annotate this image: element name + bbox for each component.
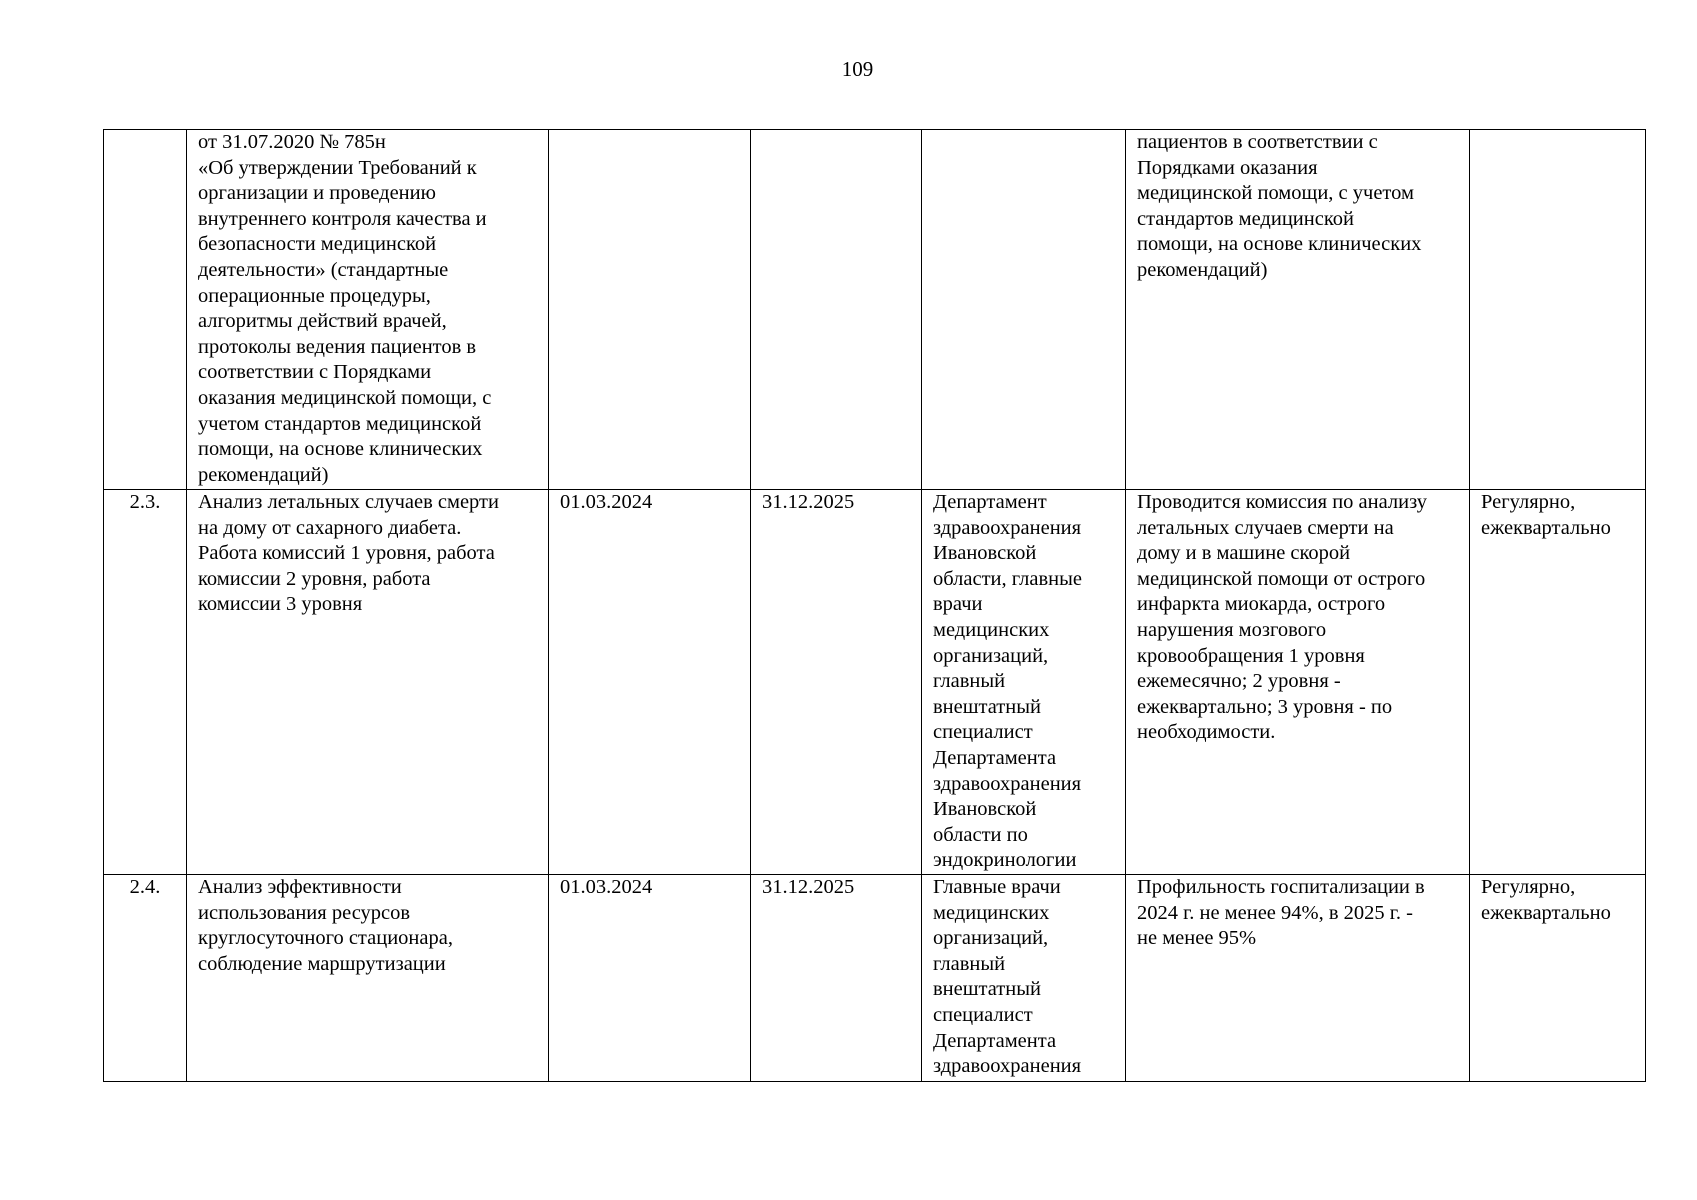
- cell-text-line: Работа комиссий 1 уровня, работа: [198, 542, 495, 565]
- cell-result: [1126, 130, 1470, 490]
- cell-text-line: соблюдение маршрутизации: [198, 952, 446, 975]
- cell-responsible: [922, 490, 1126, 875]
- cell-event: [187, 490, 549, 875]
- cell-number: 2.3.: [104, 490, 187, 875]
- cell-text-line: Анализ летальных случаев смерти: [198, 491, 499, 513]
- cell-text-line: использования ресурсов: [198, 901, 411, 924]
- cell-start-date: 01.03.2024: [549, 490, 751, 875]
- cell-text-line: здравоохранения: [933, 516, 1082, 539]
- cell-text-line: необходимости.: [1137, 721, 1276, 744]
- cell-text-line: летальных случаев смерти на: [1137, 516, 1394, 539]
- cell-text-line: Профильность госпитализации в: [1137, 876, 1425, 898]
- cell-text-line: рекомендаций): [1137, 258, 1268, 281]
- cell-text-line: Департамента: [933, 746, 1057, 769]
- cell-text-line: Департамента: [933, 1029, 1057, 1052]
- cell-text-line: кровообращения 1 уровня: [1137, 644, 1365, 667]
- cell-text-line: области по: [933, 823, 1028, 846]
- cell-text-line: оказания медицинской помощи, с: [198, 386, 492, 409]
- cell-text-line: Порядками оказания: [1137, 156, 1318, 179]
- cell-text-line: Регулярно,: [1481, 876, 1576, 898]
- cell-text-line: комиссии 2 уровня, работа: [198, 567, 431, 590]
- cell-text-line: на дому от сахарного диабета.: [198, 516, 462, 539]
- cell-text-line: 2024 г. не менее 94%, в 2025 г. -: [1137, 901, 1413, 924]
- cell-text-line: внутреннего контроля качества и: [198, 207, 487, 230]
- cell-number: [104, 130, 187, 490]
- cell-text-line: дому и в машине скорой: [1137, 542, 1351, 565]
- cell-event: [187, 875, 549, 1082]
- cell-end-date: 31.12.2025: [751, 875, 922, 1082]
- cell-text-line: ежеквартально; 3 уровня - по: [1137, 695, 1393, 718]
- cell-text-line: Ивановской: [933, 798, 1037, 821]
- cell-result: [1126, 490, 1470, 875]
- cell-text-line: пациентов в соответствии с: [1137, 131, 1378, 153]
- cell-text-line: ежеквартально: [1481, 516, 1611, 539]
- cell-text-line: Регулярно,: [1481, 491, 1576, 513]
- cell-text-line: соответствии с Порядками: [198, 361, 432, 384]
- cell-text-line: безопасности медицинской: [198, 233, 437, 256]
- cell-text-line: стандартов медицинской: [1137, 207, 1354, 230]
- cell-event: [187, 130, 549, 490]
- cell-text-line: медицинской помощи, с учетом: [1137, 182, 1414, 205]
- cell-text-line: алгоритмы действий врачей,: [198, 310, 447, 333]
- cell-text-line: не менее 95%: [1137, 927, 1257, 950]
- cell-start-date: 01.03.2024: [549, 875, 751, 1082]
- cell-text-line: ежемесячно; 2 уровня -: [1137, 670, 1341, 693]
- cell-result: [1126, 875, 1470, 1082]
- cell-text-line: помощи, на основе клинических: [1137, 233, 1422, 256]
- cell-frequency: [1470, 130, 1646, 490]
- cell-text-line: от 31.07.2020 № 785н: [198, 131, 386, 153]
- cell-text-line: врачи: [933, 593, 983, 616]
- cell-text-line: организаций,: [933, 644, 1049, 667]
- table-row: [104, 875, 1646, 1082]
- cell-text-line: главный: [933, 952, 1006, 975]
- cell-end-date: 31.12.2025: [751, 490, 922, 875]
- table-row: [104, 490, 1646, 875]
- cell-text-line: специалист: [933, 1003, 1033, 1026]
- cell-text-line: внештатный: [933, 978, 1041, 1001]
- cell-start-date: [549, 130, 751, 490]
- cell-frequency: [1470, 875, 1646, 1082]
- cell-text-line: специалист: [933, 721, 1033, 744]
- cell-text-line: протоколы ведения пациентов в: [198, 335, 477, 358]
- cell-number: 2.4.: [104, 875, 187, 1082]
- cell-text-line: учетом стандартов медицинской: [198, 412, 482, 435]
- cell-text-line: круглосуточного стационара,: [198, 927, 453, 950]
- cell-text-line: эндокринологии: [933, 849, 1077, 872]
- cell-text-line: Департамент: [933, 491, 1047, 513]
- cell-frequency: [1470, 490, 1646, 875]
- cell-text-line: медицинской помощи от острого: [1137, 567, 1426, 590]
- cell-text-line: помощи, на основе клинических: [198, 438, 483, 461]
- cell-responsible: [922, 875, 1126, 1082]
- cell-text-line: медицинских: [933, 901, 1050, 924]
- cell-text-line: Ивановской: [933, 542, 1037, 565]
- table-body: [104, 130, 1646, 1082]
- cell-text-line: деятельности» (стандартные: [198, 258, 449, 281]
- cell-responsible: [922, 130, 1126, 490]
- cell-text-line: нарушения мозгового: [1137, 618, 1327, 641]
- table-row: [104, 130, 1646, 490]
- cell-text-line: Проводится комиссия по анализу: [1137, 491, 1428, 513]
- cell-text-line: медицинских: [933, 618, 1050, 641]
- cell-text-line: инфаркта миокарда, острого: [1137, 593, 1386, 616]
- cell-text-line: операционные процедуры,: [198, 284, 431, 307]
- page-number: 109: [841, 57, 874, 81]
- cell-text-line: Анализ эффективности: [198, 876, 402, 898]
- cell-text-line: Главные врачи: [933, 876, 1061, 898]
- cell-text-line: главный: [933, 670, 1006, 693]
- cell-text-line: организаций,: [933, 927, 1049, 950]
- cell-text-line: здравоохранения: [933, 772, 1082, 795]
- cell-text-line: комиссии 3 уровня: [198, 593, 363, 616]
- cell-end-date: [751, 130, 922, 490]
- cell-text-line: «Об утверждении Требований к: [198, 156, 477, 179]
- cell-text-line: рекомендаций): [198, 463, 329, 486]
- cell-text-line: организации и проведению: [198, 182, 436, 205]
- cell-text-line: внештатный: [933, 695, 1041, 718]
- measures-table: [103, 129, 1646, 1082]
- cell-text-line: области, главные: [933, 567, 1082, 590]
- cell-text-line: здравоохранения: [933, 1055, 1082, 1078]
- cell-text-line: ежеквартально: [1481, 901, 1611, 924]
